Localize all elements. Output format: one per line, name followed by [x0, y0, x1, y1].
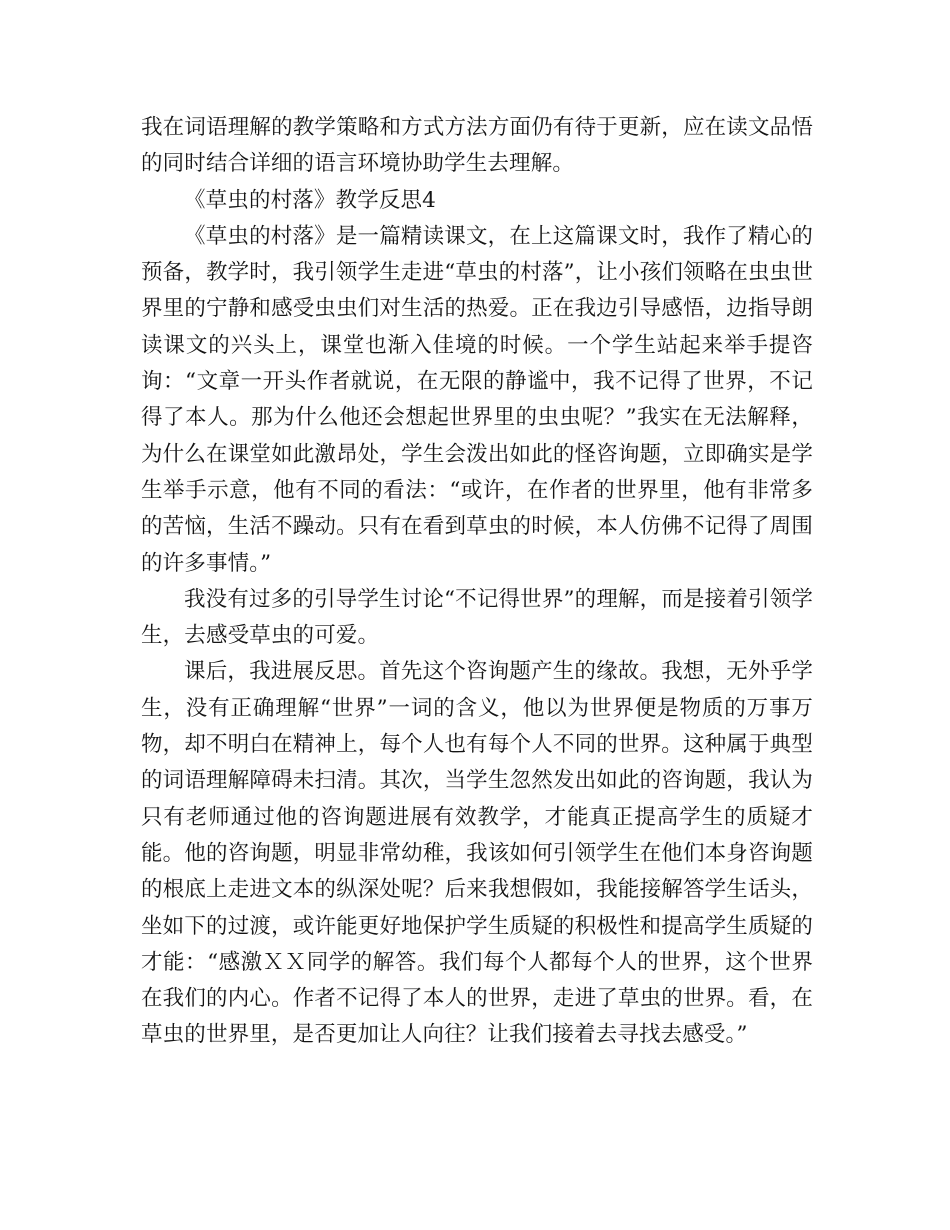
body-paragraph-1: 《草虫的村落》是一篇精读课文，在上这篇课文时，我作了精心的预备，教学时，我引领学生走进“草虫的村落”，让小孩们领略在虫虫世界里的宁静和感受虫虫们对生活的热爱。正在我边引导感悟，边指导朗读课文的兴头上，课堂也渐入佳境的时候。一个学生站起来举手提咨询：“文章一开头作者就说，在无限的静谧中，我不记得了世界，不记得了本人。那为什么他还会想起世界里的虫虫呢？”我实在无法解释，为什么在课堂如此激昂处，学生会泼出如此的怪咨询题，立即确实是学生举手示意，他有不同的看法：“或许，在作者的世界里，他有非常多的苦恼，生活不躁动。只有在看到草虫的时候，本人仿佛不记得了周围的许多事情。” — [141, 223, 813, 576]
document-body — [141, 110, 813, 1054]
continuation-paragraph: 我在词语理解的教学策略和方式方法方面仍有待于更新，应在读文品悟的同时结合详细的语言环境协助学生去理解。 — [141, 115, 813, 177]
section-heading: 《草虫的村落》教学反思4 — [184, 187, 436, 213]
body-paragraph-3: 课后，我进展反思。首先这个咨询题产生的缘故。我想，无外乎学生，没有正确理解“世界”一词的含义，他以为世界便是物质的万事万物，却不明白在精神上，每个人也有每个人不同的世界。这种属于典型的词语理解障碍未扫清。其次，当学生忽然发出如此的咨询题，我认为只有老师通过他的咨询题进展有效教学，才能真正提高学生的质疑才能。他的咨询题，明显非常幼稚，我该如何引领学生在他们本身咨询题的根底上走进文本的纵深处呢？后来我想假如，我能接解答学生话头，坐如下的过渡，或许能更好地保护学生质疑的积极性和提高学生质疑的才能：“感激ＸＸ同学的解答。我们每个人都每个人的世界，这个世界在我们的内心。作者不记得了本人的世界，走进了草虫的世界。看，在草虫的世界里，是否更加让人向往？让我们接着去寻找去感受。” — [141, 659, 813, 1048]
body-paragraph-2: 我没有过多的引导学生讨论“不记得世界”的理解，而是接着引领学生，去感受草虫的可爱。 — [141, 586, 813, 649]
